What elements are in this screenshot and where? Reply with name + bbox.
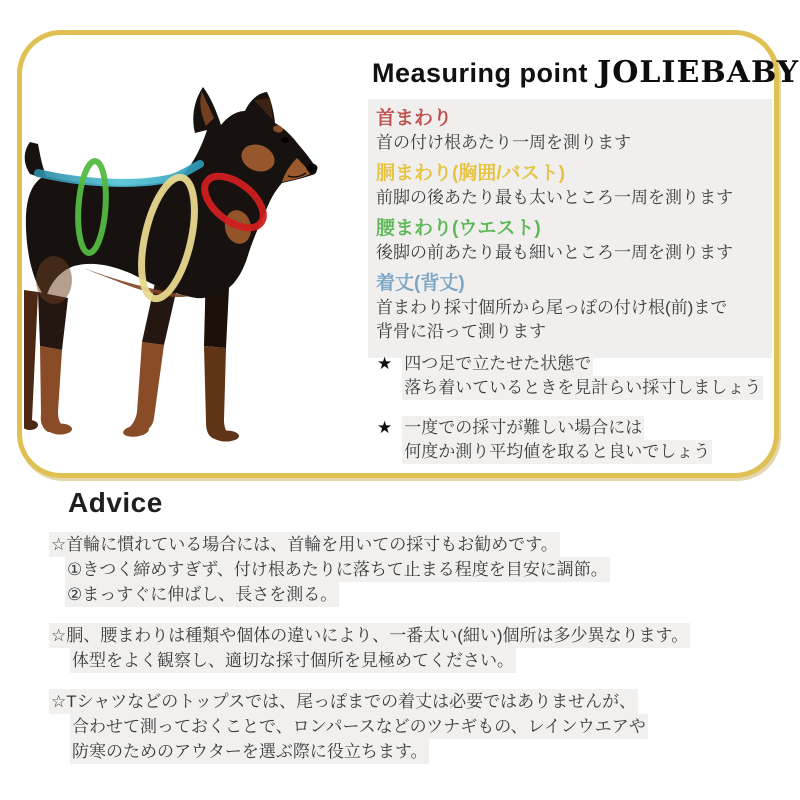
advice-line: 合わせて測っておくことで、ロンパースなどのツナギもの、レインウエアや: [70, 714, 648, 739]
note-line: 何度か測り平均値を取ると良いでしょう: [402, 440, 712, 464]
advice-line: ☆胴、腰まわりは種類や個体の違いにより、一番太い(細い)個所は多少異なります。: [49, 623, 690, 648]
note-line: 落ち着いているときを見計らい採寸しましょう: [402, 376, 763, 400]
measure-item-neck: [376, 106, 766, 155]
measuring-points-list: [368, 99, 772, 358]
measure-item-back-length: [376, 271, 766, 344]
measure-item-label: 首まわり: [376, 108, 453, 129]
dog-photo: [24, 40, 369, 470]
advice-paragraph: [49, 532, 779, 607]
advice-line: 防寒のためのアウターを選ぶ際に役立ちます。: [70, 739, 429, 764]
advice-section: [49, 487, 779, 780]
measuring-title: [372, 55, 799, 90]
star-icon: ★: [377, 418, 393, 437]
advice-line: ②まっすぐに伸ばし、長さを測る。: [65, 582, 339, 607]
measure-item-label: 腰まわり(ウエスト): [376, 218, 541, 239]
advice-line: ☆Tシャツなどのトップスでは、尾っぽまでの着丈は必要ではありませんが、: [49, 689, 638, 714]
note-line: 一度での採寸が難しい場合には: [402, 416, 644, 440]
measuring-title-text: Measuring point: [372, 58, 588, 88]
advice-line: 体型をよく観察し、適切な採寸個所を見極めてください。: [70, 648, 516, 673]
measure-item-chest: [376, 161, 766, 210]
measuring-guide-frame: [17, 30, 800, 478]
star-icon: ★: [377, 354, 393, 373]
note: [377, 416, 777, 464]
measure-item-label: 着丈(背丈): [376, 273, 465, 294]
advice-line: ☆首輪に慣れている場合には、首輪を用いての採寸もお勧めです。: [49, 532, 560, 557]
measuring-notes: [377, 352, 777, 480]
note-line: 四つ足で立たせた状態で: [402, 352, 593, 376]
measure-item-desc: 前脚の後あたり最も太いところ一周を測ります: [376, 188, 733, 207]
measure-item-desc: 首まわり採寸個所から尾っぽの付け根(前)まで: [376, 298, 728, 317]
advice-line: ①きつく締めすぎず、付け根あたりに落ちて止まる程度を目安に調節。: [65, 557, 610, 582]
measure-item-desc: 首の付け根あたり一周を測ります: [376, 133, 631, 152]
advice-paragraph: [49, 689, 779, 764]
measure-item-desc: 背骨に沿って測ります: [376, 322, 546, 341]
note: [377, 352, 777, 400]
advice-heading: Advice: [68, 487, 163, 518]
advice-paragraph: [49, 623, 779, 673]
measure-item-desc: 後脚の前あたり最も細いところ一周を測ります: [376, 243, 733, 262]
brand-logo: JOLIEBABY: [597, 55, 800, 90]
measure-item-waist: [376, 216, 766, 265]
dog-silhouette: [24, 87, 318, 442]
measure-item-label: 胴まわり(胸囲/バスト): [376, 163, 565, 184]
